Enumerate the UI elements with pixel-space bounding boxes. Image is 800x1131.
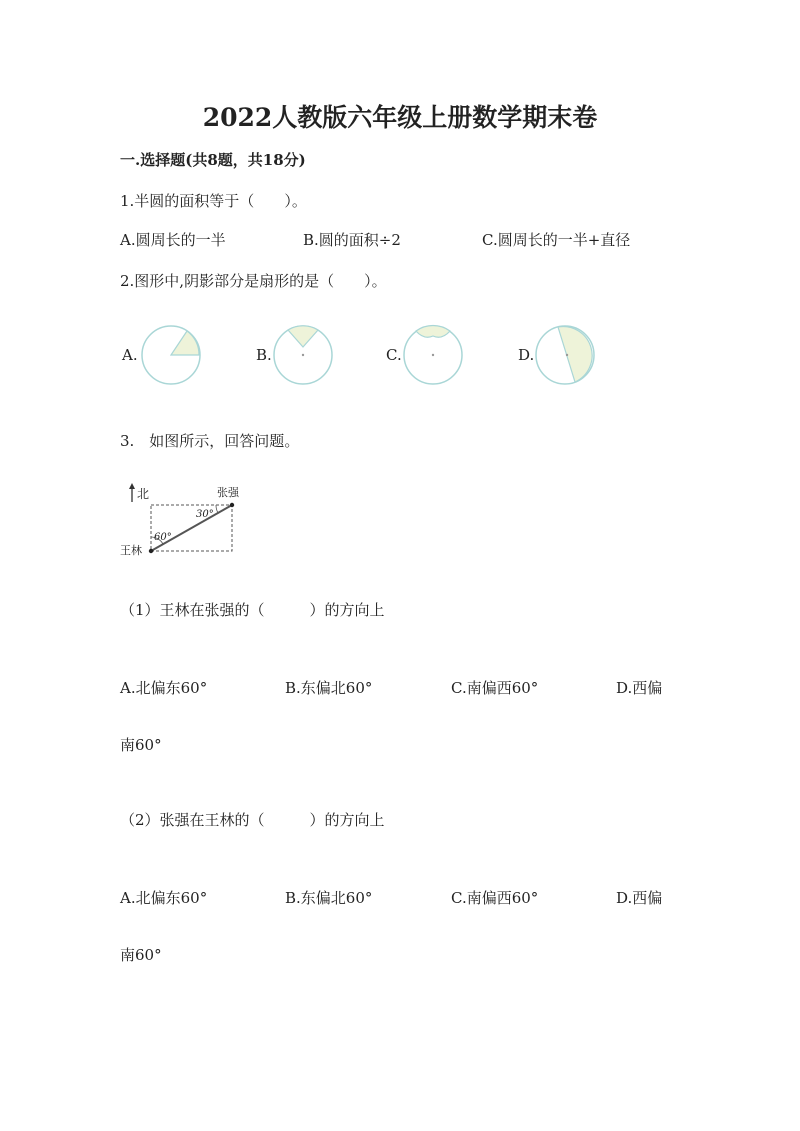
exam-title: 2022人教版六年级上册数学期末卷 (202, 103, 598, 132)
q2-figure-b (270, 322, 336, 388)
q2-figure-c (400, 322, 466, 388)
angle-60-label: 60° (154, 532, 172, 543)
q2-stem: 2.图形中,阴影部分是扇形的是（ ）。 (120, 272, 387, 290)
q1-option-a: A.圆周长的一半 (120, 231, 226, 249)
q3-sub1-option-d: D.西偏 (616, 679, 663, 697)
q3-sub1-stem: （1）王林在张强的（ ）的方向上 (120, 601, 385, 619)
q3-sub2-option-d-wrap: 南60° (120, 946, 162, 964)
q3-sub1-option-a: A.北偏东60° (120, 679, 208, 697)
q3-sub1-option-d-wrap: 南60° (120, 736, 162, 754)
q2-figure-a (138, 322, 204, 388)
q1-option-c: C.圆周长的一半+直径 (482, 231, 631, 249)
q3-sub2-option-a: A.北偏东60° (120, 889, 208, 907)
wanglin-label: 王林 (120, 544, 142, 557)
zhangqiang-label: 张强 (217, 486, 239, 499)
q3-stem: 3. 如图所示，回答问题。 (120, 432, 300, 450)
q2-label-d: D. (518, 346, 535, 364)
q3-sub2-option-d: D.西偏 (616, 889, 663, 907)
q3-sub1-option-b: B.东偏北60° (285, 679, 373, 697)
q3-sub2-stem: （2）张强在王林的（ ）的方向上 (120, 811, 385, 829)
north-label: 北 (137, 487, 150, 501)
q2-label-a: A. (122, 346, 138, 364)
q1-stem: 1.半圆的面积等于（ ）。 (120, 192, 307, 210)
q2-label-b: B. (256, 346, 272, 364)
q1-option-b: B.圆的面积÷2 (303, 231, 401, 249)
angle-30-label: 30° (196, 509, 214, 520)
q3-sub2-option-b: B.东偏北60° (285, 889, 373, 907)
q2-figure-d (532, 322, 598, 388)
q3-direction-diagram (118, 480, 258, 562)
q3-sub2-option-c: C.南偏西60° (451, 889, 539, 907)
q2-label-c: C. (386, 346, 402, 364)
q3-sub1-option-c: C.南偏西60° (451, 679, 539, 697)
section-heading: 一.选择题(共8题，共18分) (120, 151, 306, 169)
